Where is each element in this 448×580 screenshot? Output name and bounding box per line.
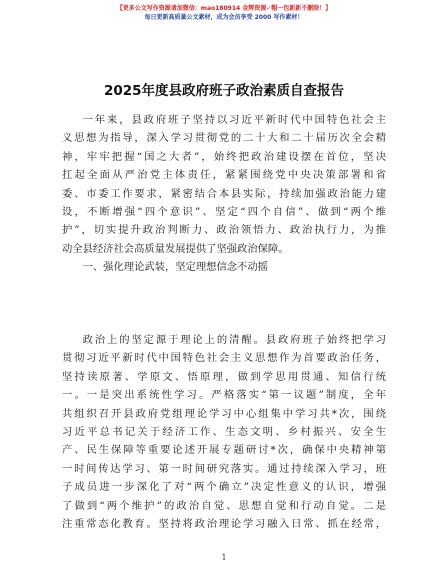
section-1-line: 了做到“两个维护”的政治自觉、思想自觉和行动自觉。二是	[62, 499, 386, 512]
promo-banner	[0, 4, 448, 22]
document-title: 2025年度县政府班子政治素质自查报告	[103, 83, 345, 99]
section-1-line: 产、民生保障等重要论述开展专题研讨*次，确保中央精神第	[62, 444, 386, 457]
section-1-line: 一时间传达学习、第一时间研究落实。通过持续深入学习，班	[62, 462, 386, 475]
intro-line: 一年来，县政府班子坚持以习近平新时代中国特色社会主	[82, 114, 386, 126]
intro-line: 护”，切实提升政治判断力、政治领悟力、政治执行力，为推	[62, 224, 386, 237]
intro-paragraph	[62, 111, 386, 258]
section-1-paragraph	[62, 331, 386, 533]
section-heading-1: 一、强化理论武装，坚定理想信念不动摇	[82, 261, 268, 273]
promo-banner-line-1: 【更多公文写作资源请加微信：mao180914 金辉资源✓帽一包新新不删除！】	[116, 5, 332, 12]
section-1-line: 共组织召开县政府党组理论学习中心组集中学习共*次，围绕	[62, 407, 386, 420]
section-1-line: 注重常态化教育。坚持将政治理论学习融入日常、抓在经常，	[62, 517, 386, 530]
section-1-line: 贯彻习近平新时代中国特色社会主义思想作为首要政治任务，	[62, 352, 386, 365]
intro-line: 神，牢牢把握“国之大者”，始终把政治建设摆在首位，坚决	[62, 150, 386, 163]
section-1-line: 习近平总书记关于经济工作、生态文明、乡村振兴、安全生	[62, 425, 386, 438]
section-1-line: 坚持读原著、学原文、悟原理，做到学思用贯通、知信行统	[62, 370, 386, 383]
section-1-line: 政治上的坚定源于理论上的清醒。县政府班子始终把学习	[82, 334, 386, 346]
intro-line: 扛起全面从严治党主体责任，紧紧围绕党中央决策部署和省	[62, 169, 386, 182]
section-1-line: 一。一是突出系统性学习。严格落实“第一议题”制度，全年	[62, 389, 386, 402]
intro-line: 义思想为指导，深入学习贯彻党的二十大和二十届历次全会精	[62, 132, 386, 145]
intro-line: 设，不断增强“四个意识”、坚定“四个自信”、做到“两个维	[62, 205, 386, 218]
intro-line: 委、市委工作要求，紧密结合本县实际，持续加强政治能力建	[62, 187, 386, 200]
section-1-line: 子成员进一步深化了对“两个确立”决定性意义的认识，增强	[62, 481, 386, 494]
intro-line: 动全县经济社会高质量发展提供了坚强政治保障。	[62, 242, 289, 255]
page-number: 1	[221, 553, 227, 562]
promo-banner-line-2: 每日更新高质量公文素材，成为会员享受 2000 写作素材！	[144, 14, 304, 21]
